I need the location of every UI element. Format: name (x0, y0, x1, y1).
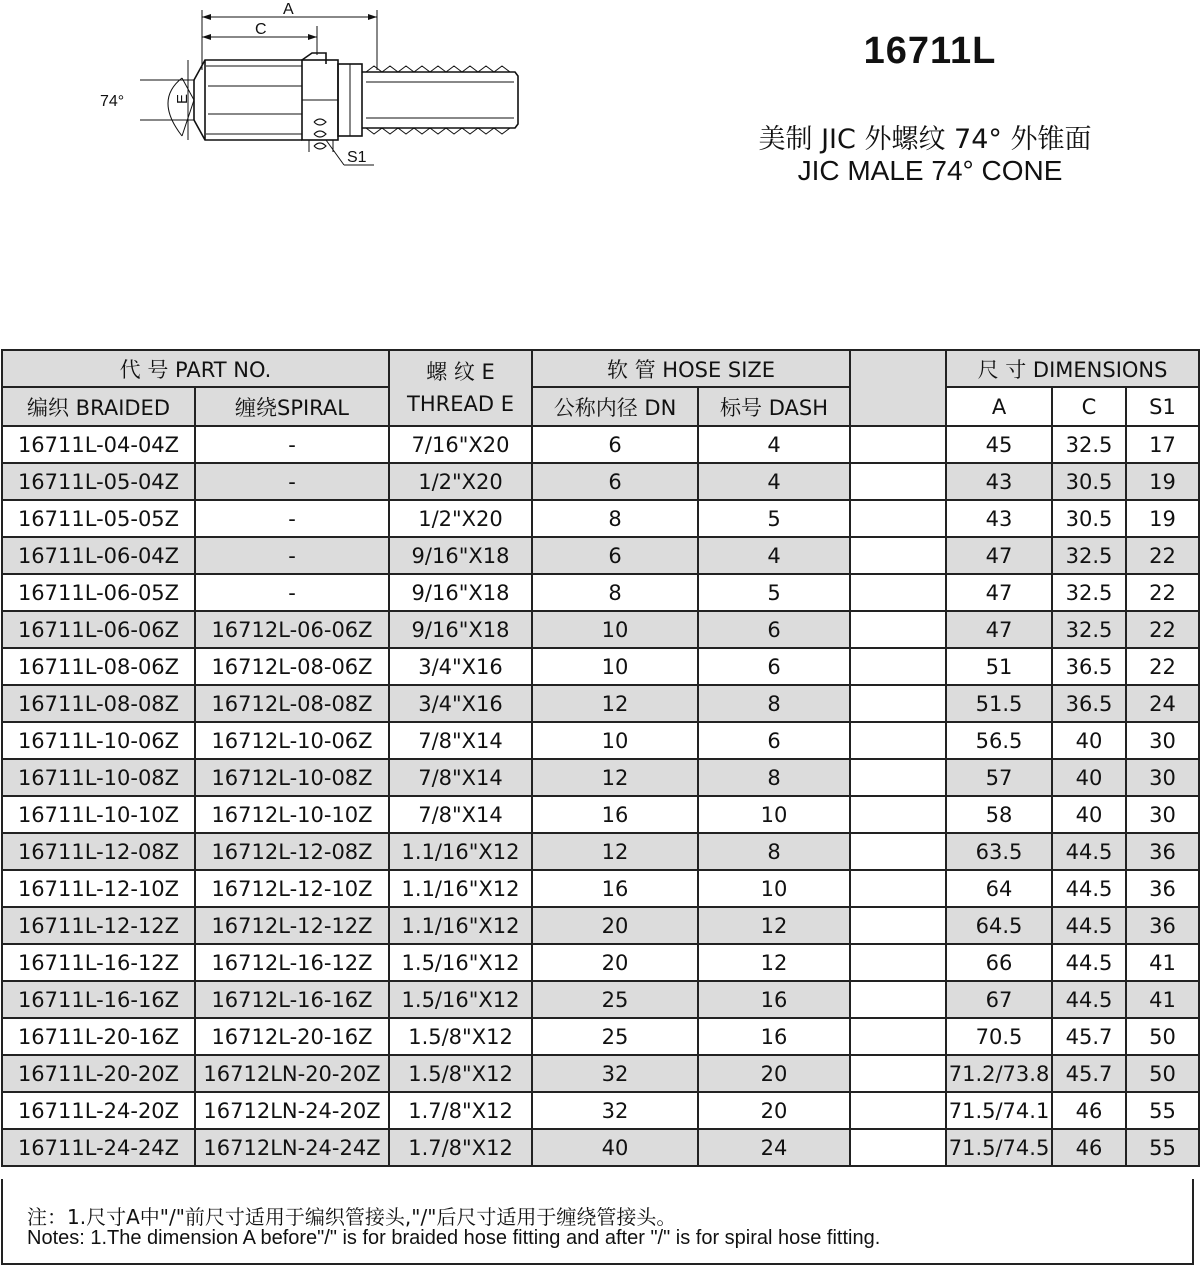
cell-dash: 6 (698, 648, 850, 685)
cell-dn: 16 (532, 870, 698, 907)
cell-s1: 22 (1126, 611, 1199, 648)
header-dash: 标号 DASH (698, 387, 850, 426)
cell-a: 45 (946, 426, 1052, 463)
table-row (2, 685, 1199, 722)
cell-thread: 7/8"X14 (389, 759, 532, 796)
cell-spiral: 16712L-08-08Z (195, 685, 389, 722)
cell-braided: 16711L-10-06Z (2, 722, 195, 759)
cell-spiral: 16712L-16-16Z (195, 981, 389, 1018)
cell-thread: 9/16"X18 (389, 611, 532, 648)
cell-spiral: - (195, 574, 389, 611)
cell-a: 43 (946, 500, 1052, 537)
table-row (2, 537, 1199, 574)
cell-dash: 6 (698, 722, 850, 759)
cell-dash: 4 (698, 463, 850, 500)
cell-c: 32.5 (1052, 611, 1126, 648)
cell-blank (850, 685, 946, 722)
cell-blank (850, 1055, 946, 1092)
cell-dn: 6 (532, 537, 698, 574)
cell-braided: 16711L-20-16Z (2, 1018, 195, 1055)
cell-c: 32.5 (1052, 574, 1126, 611)
table-row (2, 500, 1199, 537)
header-thread (389, 350, 532, 426)
cell-braided: 16711L-10-10Z (2, 796, 195, 833)
cell-spiral: 16712L-20-16Z (195, 1018, 389, 1055)
cell-spiral: 16712L-08-06Z (195, 648, 389, 685)
cell-a: 47 (946, 537, 1052, 574)
cell-blank (850, 537, 946, 574)
cell-spiral: - (195, 500, 389, 537)
notes-box (1, 1179, 1194, 1265)
fitting-drawing (90, 0, 530, 180)
cell-c: 30.5 (1052, 500, 1126, 537)
cell-dn: 10 (532, 722, 698, 759)
cell-blank (850, 1092, 946, 1129)
header-hose-size: 软 管 HOSE SIZE (532, 350, 850, 387)
cell-spiral: 16712L-12-12Z (195, 907, 389, 944)
cell-spiral: - (195, 463, 389, 500)
cell-dash: 12 (698, 944, 850, 981)
cell-braided: 16711L-12-08Z (2, 833, 195, 870)
cell-blank (850, 611, 946, 648)
cell-s1: 30 (1126, 759, 1199, 796)
cell-spiral: 16712L-12-10Z (195, 870, 389, 907)
cell-braided: 16711L-12-12Z (2, 907, 195, 944)
cell-dn: 16 (532, 796, 698, 833)
table-row (2, 981, 1199, 1018)
header-blank (850, 350, 946, 426)
cell-dash: 4 (698, 537, 850, 574)
cell-s1: 41 (1126, 944, 1199, 981)
cell-s1: 50 (1126, 1055, 1199, 1092)
title-chinese: 美制 JIC 外螺纹 74° 外锥面 (758, 124, 1092, 155)
cell-a: 43 (946, 463, 1052, 500)
cell-s1: 55 (1126, 1129, 1199, 1166)
table-row (2, 574, 1199, 611)
cell-dn: 12 (532, 759, 698, 796)
cell-s1: 55 (1126, 1092, 1199, 1129)
cell-spiral: 16712L-10-06Z (195, 722, 389, 759)
cell-spiral: 16712L-10-08Z (195, 759, 389, 796)
cell-s1: 50 (1126, 1018, 1199, 1055)
cell-thread: 1.1/16"X12 (389, 870, 532, 907)
cell-s1: 17 (1126, 426, 1199, 463)
cell-thread: 7/16"X20 (389, 426, 532, 463)
cell-thread: 1.5/16"X12 (389, 981, 532, 1018)
header-part-no: 代 号 PART NO. (2, 350, 389, 387)
cell-a: 70.5 (946, 1018, 1052, 1055)
table-row (2, 907, 1199, 944)
header-a: A (946, 387, 1052, 426)
cell-a: 51 (946, 648, 1052, 685)
header-thread-en: THREAD E (407, 392, 514, 416)
cell-s1: 22 (1126, 648, 1199, 685)
cell-blank (850, 722, 946, 759)
cell-braided: 16711L-05-04Z (2, 463, 195, 500)
cell-spiral: 16712L-06-06Z (195, 611, 389, 648)
cell-thread: 7/8"X14 (389, 722, 532, 759)
cell-a: 63.5 (946, 833, 1052, 870)
cell-dn: 6 (532, 426, 698, 463)
cell-s1: 24 (1126, 685, 1199, 722)
cell-thread: 1/2"X20 (389, 463, 532, 500)
cell-dash: 24 (698, 1129, 850, 1166)
cell-c: 36.5 (1052, 648, 1126, 685)
cell-s1: 36 (1126, 870, 1199, 907)
cell-blank (850, 648, 946, 685)
cell-blank (850, 1129, 946, 1166)
cell-spiral: 16712L-12-08Z (195, 833, 389, 870)
dim-a-label: A (283, 1, 294, 18)
cell-c: 44.5 (1052, 944, 1126, 981)
table-row (2, 722, 1199, 759)
cell-a: 47 (946, 611, 1052, 648)
cell-thread: 1.5/16"X12 (389, 944, 532, 981)
cell-thread: 3/4"X16 (389, 685, 532, 722)
cell-s1: 19 (1126, 500, 1199, 537)
cell-thread: 1.5/8"X12 (389, 1018, 532, 1055)
cell-blank (850, 1018, 946, 1055)
cell-dash: 5 (698, 500, 850, 537)
header-spiral: 缠绕SPIRAL (195, 387, 389, 426)
cell-a: 64 (946, 870, 1052, 907)
cell-thread: 1.1/16"X12 (389, 833, 532, 870)
cell-c: 44.5 (1052, 870, 1126, 907)
cell-dn: 20 (532, 944, 698, 981)
cell-blank (850, 463, 946, 500)
cell-thread: 1/2"X20 (389, 500, 532, 537)
note-english: Notes: 1.The dimension A before"/" is for braided hose fitting and after "/" is for spiral hose fitting. (27, 1227, 881, 1249)
cell-braided: 16711L-24-20Z (2, 1092, 195, 1129)
table-row (2, 759, 1199, 796)
table-row (2, 1092, 1199, 1129)
cell-spiral: - (195, 426, 389, 463)
cell-braided: 16711L-24-24Z (2, 1129, 195, 1166)
cell-blank (850, 833, 946, 870)
cell-dash: 16 (698, 981, 850, 1018)
cell-a: 47 (946, 574, 1052, 611)
table-row (2, 1129, 1199, 1166)
cell-braided: 16711L-20-20Z (2, 1055, 195, 1092)
note-chinese: 注：1.尺寸A中"/"前尺寸适用于编织管接头,"/"后尺寸适用于缠绕管接头。 (27, 1205, 677, 1229)
cell-blank (850, 944, 946, 981)
cell-dn: 32 (532, 1092, 698, 1129)
cell-a: 57 (946, 759, 1052, 796)
cell-a: 71.5/74.1 (946, 1092, 1052, 1129)
hex-label: S1 (347, 149, 367, 166)
cell-braided: 16711L-04-04Z (2, 426, 195, 463)
cell-dash: 8 (698, 833, 850, 870)
cell-dn: 12 (532, 833, 698, 870)
cell-braided: 16711L-06-06Z (2, 611, 195, 648)
cell-a: 71.2/73.8 (946, 1055, 1052, 1092)
cell-dn: 10 (532, 648, 698, 685)
cell-dn: 32 (532, 1055, 698, 1092)
cell-c: 46 (1052, 1092, 1126, 1129)
cell-dash: 4 (698, 426, 850, 463)
cell-c: 44.5 (1052, 981, 1126, 1018)
cell-c: 36.5 (1052, 685, 1126, 722)
table-row (2, 611, 1199, 648)
cell-spiral: 16712LN-24-20Z (195, 1092, 389, 1129)
cell-thread: 1.1/16"X12 (389, 907, 532, 944)
cell-thread: 3/4"X16 (389, 648, 532, 685)
cell-blank (850, 907, 946, 944)
cell-a: 56.5 (946, 722, 1052, 759)
cell-braided: 16711L-06-04Z (2, 537, 195, 574)
dim-e-label: E (174, 93, 191, 104)
spec-table (1, 349, 1200, 1167)
cell-c: 45.7 (1052, 1018, 1126, 1055)
cell-dn: 25 (532, 981, 698, 1018)
cell-blank (850, 500, 946, 537)
cell-a: 58 (946, 796, 1052, 833)
cell-c: 44.5 (1052, 907, 1126, 944)
header-dimensions: 尺 寸 DIMENSIONS (946, 350, 1199, 387)
cell-dash: 10 (698, 870, 850, 907)
cell-s1: 22 (1126, 574, 1199, 611)
table-row (2, 944, 1199, 981)
cell-c: 44.5 (1052, 833, 1126, 870)
cell-thread: 1.7/8"X12 (389, 1129, 532, 1166)
product-code: 16711L (863, 30, 997, 72)
cell-spiral: 16712LN-20-20Z (195, 1055, 389, 1092)
cell-c: 45.7 (1052, 1055, 1126, 1092)
cell-s1: 36 (1126, 907, 1199, 944)
cell-braided: 16711L-08-08Z (2, 685, 195, 722)
cell-braided: 16711L-16-12Z (2, 944, 195, 981)
cell-a: 71.5/74.5 (946, 1129, 1052, 1166)
table-row (2, 648, 1199, 685)
spec-table-body (2, 426, 1199, 1166)
cell-spiral: 16712LN-24-24Z (195, 1129, 389, 1166)
cell-dn: 8 (532, 574, 698, 611)
cell-a: 67 (946, 981, 1052, 1018)
cell-blank (850, 574, 946, 611)
cell-c: 40 (1052, 796, 1126, 833)
cell-dn: 25 (532, 1018, 698, 1055)
cell-c: 32.5 (1052, 537, 1126, 574)
cell-braided: 16711L-10-08Z (2, 759, 195, 796)
table-row (2, 870, 1199, 907)
cell-s1: 22 (1126, 537, 1199, 574)
cell-c: 32.5 (1052, 426, 1126, 463)
table-row (2, 796, 1199, 833)
cell-c: 46 (1052, 1129, 1126, 1166)
cell-dash: 20 (698, 1092, 850, 1129)
cell-s1: 41 (1126, 981, 1199, 1018)
cell-dn: 8 (532, 500, 698, 537)
header-braided: 编织 BRAIDED (2, 387, 195, 426)
cell-blank (850, 759, 946, 796)
header-c: C (1052, 387, 1126, 426)
cell-thread: 1.7/8"X12 (389, 1092, 532, 1129)
title-english: JIC MALE 74° CONE (797, 155, 1063, 186)
cell-s1: 30 (1126, 722, 1199, 759)
cell-c: 40 (1052, 722, 1126, 759)
table-row (2, 463, 1199, 500)
cell-braided: 16711L-08-06Z (2, 648, 195, 685)
cell-blank (850, 981, 946, 1018)
cell-blank (850, 426, 946, 463)
header-thread-cn: 螺 纹 E (426, 360, 495, 384)
cell-blank (850, 870, 946, 907)
cell-braided: 16711L-12-10Z (2, 870, 195, 907)
cell-dash: 16 (698, 1018, 850, 1055)
dim-c-label: C (255, 21, 267, 38)
cell-a: 66 (946, 944, 1052, 981)
cell-a: 51.5 (946, 685, 1052, 722)
cell-braided: 16711L-16-16Z (2, 981, 195, 1018)
cell-dash: 5 (698, 574, 850, 611)
cell-dash: 8 (698, 685, 850, 722)
angle-label: 74° (100, 93, 125, 110)
cell-thread: 9/16"X18 (389, 574, 532, 611)
cell-dash: 6 (698, 611, 850, 648)
cell-c: 40 (1052, 759, 1126, 796)
cell-spiral: 16712L-16-12Z (195, 944, 389, 981)
cell-dash: 20 (698, 1055, 850, 1092)
cell-dn: 12 (532, 685, 698, 722)
cell-dn: 40 (532, 1129, 698, 1166)
cell-thread: 9/16"X18 (389, 537, 532, 574)
cell-spiral: - (195, 537, 389, 574)
table-row (2, 833, 1199, 870)
cell-dn: 20 (532, 907, 698, 944)
cell-dash: 8 (698, 759, 850, 796)
table-row (2, 426, 1199, 463)
table-row (2, 1055, 1199, 1092)
cell-s1: 30 (1126, 796, 1199, 833)
cell-dash: 12 (698, 907, 850, 944)
table-row (2, 1018, 1199, 1055)
cell-dash: 10 (698, 796, 850, 833)
cell-dn: 10 (532, 611, 698, 648)
cell-thread: 1.5/8"X12 (389, 1055, 532, 1092)
cell-a: 64.5 (946, 907, 1052, 944)
cell-dn: 6 (532, 463, 698, 500)
cell-c: 30.5 (1052, 463, 1126, 500)
header-s1: S1 (1126, 387, 1199, 426)
cell-thread: 7/8"X14 (389, 796, 532, 833)
cell-s1: 19 (1126, 463, 1199, 500)
cell-s1: 36 (1126, 833, 1199, 870)
header-dn: 公称内径 DN (532, 387, 698, 426)
cell-braided: 16711L-06-05Z (2, 574, 195, 611)
cell-spiral: 16712L-10-10Z (195, 796, 389, 833)
cell-blank (850, 796, 946, 833)
cell-braided: 16711L-05-05Z (2, 500, 195, 537)
